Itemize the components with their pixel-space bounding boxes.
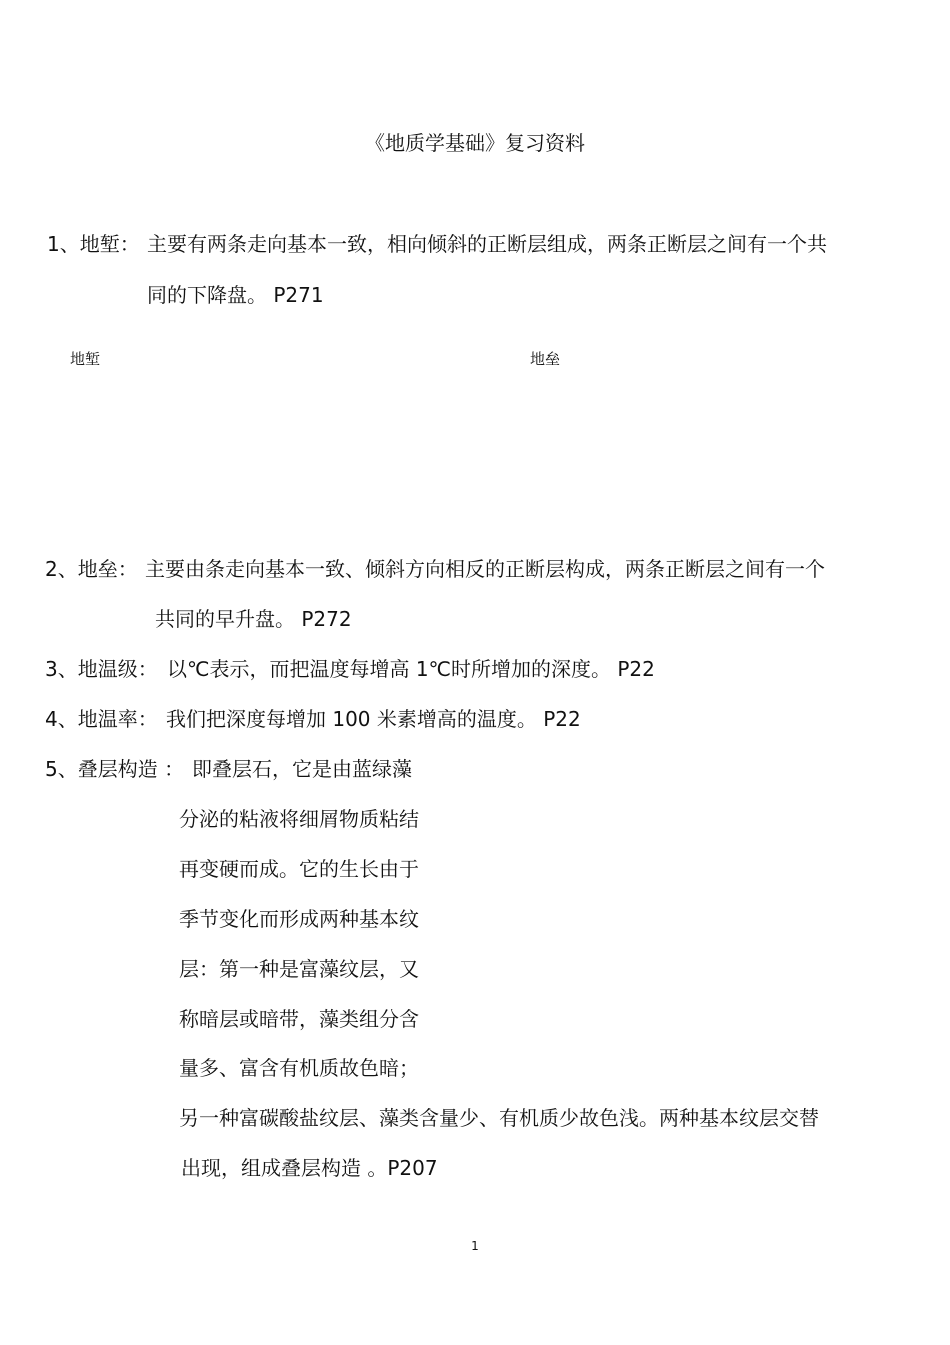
- item-3-term: 3、地温级：: [45, 657, 158, 681]
- item-5-line-7: 量多、富含有机质故色暗；: [179, 1056, 419, 1080]
- item-5-line-8: 另一种富碳酸盐纹层、藻类含量少、有机质少故色浅。两种基本纹层交替: [179, 1106, 819, 1130]
- item-5-term: 5、叠层构造 ：: [45, 757, 185, 781]
- item-2-line-1: 主要由条走向基本一致、倾斜方向相反的正断层构成，两条正断层之间有一个: [145, 557, 825, 581]
- item-2-line-2: 共同的早升盘。 P272: [155, 607, 352, 631]
- item-5-line-5: 层：第一种是富藻纹层，又: [179, 957, 419, 981]
- item-4-term: 4、地温率：: [45, 707, 158, 731]
- item-4-line-1: 我们把深度每增加 100 米素增高的温度。 P22: [166, 707, 581, 731]
- item-5-line-4: 季节变化而形成两种基本纹: [179, 907, 419, 931]
- figure-label-horst: 地垒: [530, 350, 561, 368]
- figure-label-graben: 地堑: [70, 350, 101, 368]
- item-5-line-1: 即叠层石，它是由蓝绿藻: [192, 757, 412, 781]
- item-3-line-1: 以℃表示，而把温度每增高 1℃时所增加的深度。 P22: [167, 657, 655, 681]
- item-1-line-1: 主要有两条走向基本一致，相向倾斜的正断层组成，两条正断层之间有一个共: [147, 232, 827, 256]
- page-number: 1: [471, 1239, 479, 1253]
- item-1-term: 1、地堑：: [47, 232, 140, 256]
- item-5-line-9: 出现，组成叠层构造 。P207: [181, 1156, 438, 1180]
- item-2-term: 2、地垒：: [45, 557, 138, 581]
- item-1-line-2: 同的下降盘。 P271: [147, 283, 324, 307]
- item-5-line-3: 再变硬而成。它的生长由于: [179, 857, 419, 881]
- item-5-line-6: 称暗层或暗带，藻类组分含: [179, 1007, 419, 1031]
- item-5-line-2: 分泌的粘液将细屑物质粘结: [179, 807, 419, 831]
- document-title: 《地质学基础》复习资料: [365, 131, 585, 155]
